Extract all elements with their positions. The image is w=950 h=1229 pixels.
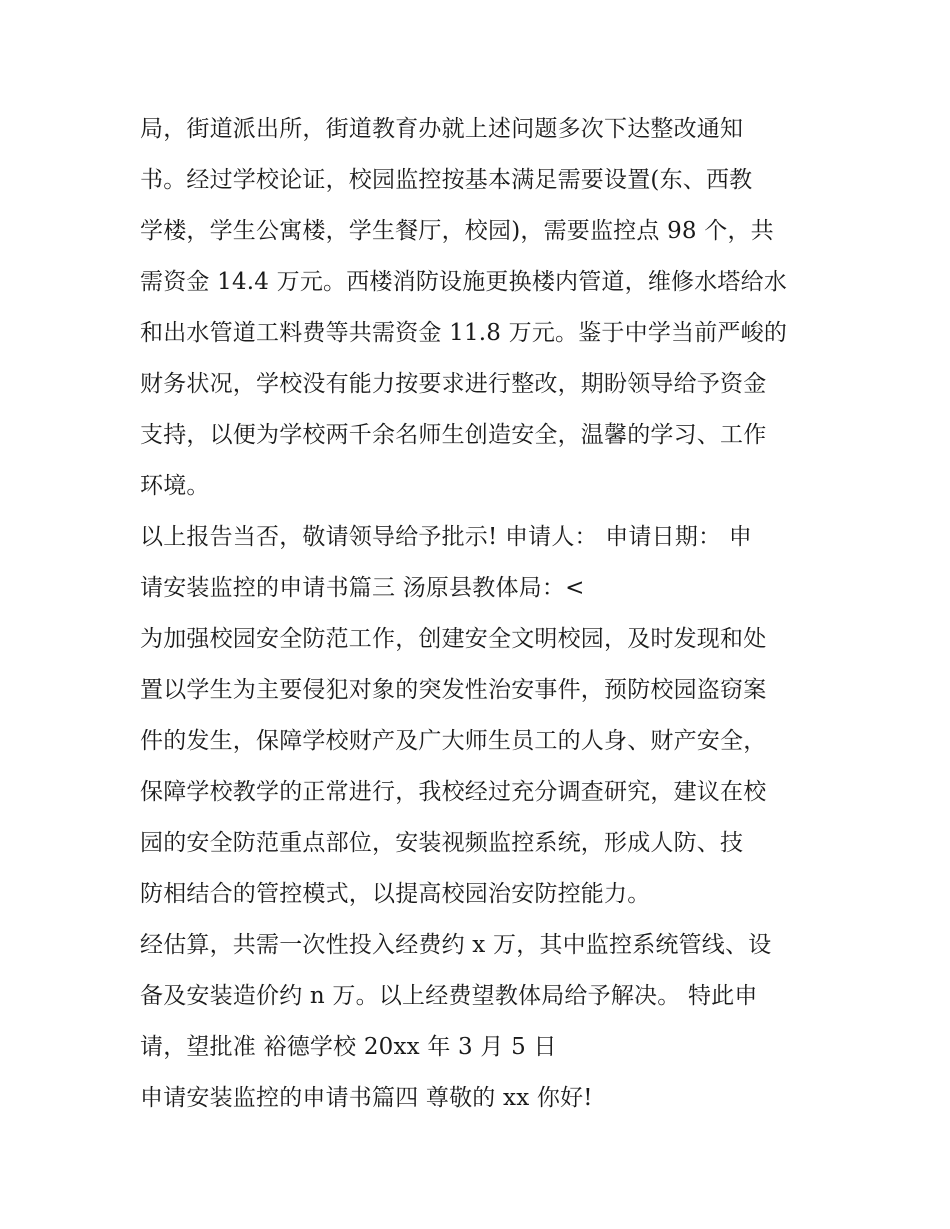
text-line: 请，望批准 裕德学校 20xx 年 3 月 5 日 (140, 1034, 557, 1060)
text-line: 和出水管道工料费等共需资金 11.8 万元。鉴于中学当前严峻的 (140, 320, 788, 346)
text-line: 为加强校园安全防范工作，创建安全文明校园，及时发现和处 (140, 626, 767, 652)
text-line: 请安装监控的申请书篇三 汤原县教体局：< (140, 575, 585, 601)
text-line: 备及安装造价约 n 万。以上经费望教体局给予解决。 特此申 (140, 983, 758, 1009)
text-line: 园的安全防范重点部位，安装视频监控系统，形成人防、技 (140, 830, 744, 856)
text-line: 以上报告当否，敬请领导给予批示! 申请人： 申请日期： 申 (140, 524, 752, 550)
text-line: 书。经过学校论证，校园监控按基本满足需要设置(东、西教 (140, 167, 753, 193)
document-body (140, 104, 820, 1124)
text-line: 需资金 14.4 万元。西楼消防设施更换楼内管道，维修水塔给水 (140, 269, 788, 295)
text-line: 保障学校教学的正常进行，我校经过充分调查研究，建议在校 (140, 779, 767, 805)
text-line: 置以学生为主要侵犯对象的突发性治安事件，预防校园盗窃案 (140, 677, 767, 703)
text-line: 局，街道派出所，街道教育办就上述问题多次下达整改通知 (140, 116, 744, 142)
text-line: 经估算，共需一次性投入经费约 x 万，其中监控系统管线、设 (140, 932, 772, 958)
text-line: 学楼，学生公寓楼，学生餐厅，校园)，需要监控点 98 个，共 (140, 218, 774, 244)
text-line: 防相结合的管控模式，以提高校园治安防控能力。 (140, 881, 651, 907)
text-line: 财务状况，学校没有能力按要求进行整改，期盼领导给予资金 (140, 371, 767, 397)
text-line: 环境。 (140, 473, 210, 499)
text-line: 支持，以便为学校两千余名师生创造安全，温馨的学习、工作 (140, 422, 767, 448)
text-line: 件的发生，保障学校财产及广大师生员工的人身、财产安全， (140, 728, 767, 754)
text-line: 申请安装监控的申请书篇四 尊敬的 xx 你好! (140, 1085, 593, 1111)
